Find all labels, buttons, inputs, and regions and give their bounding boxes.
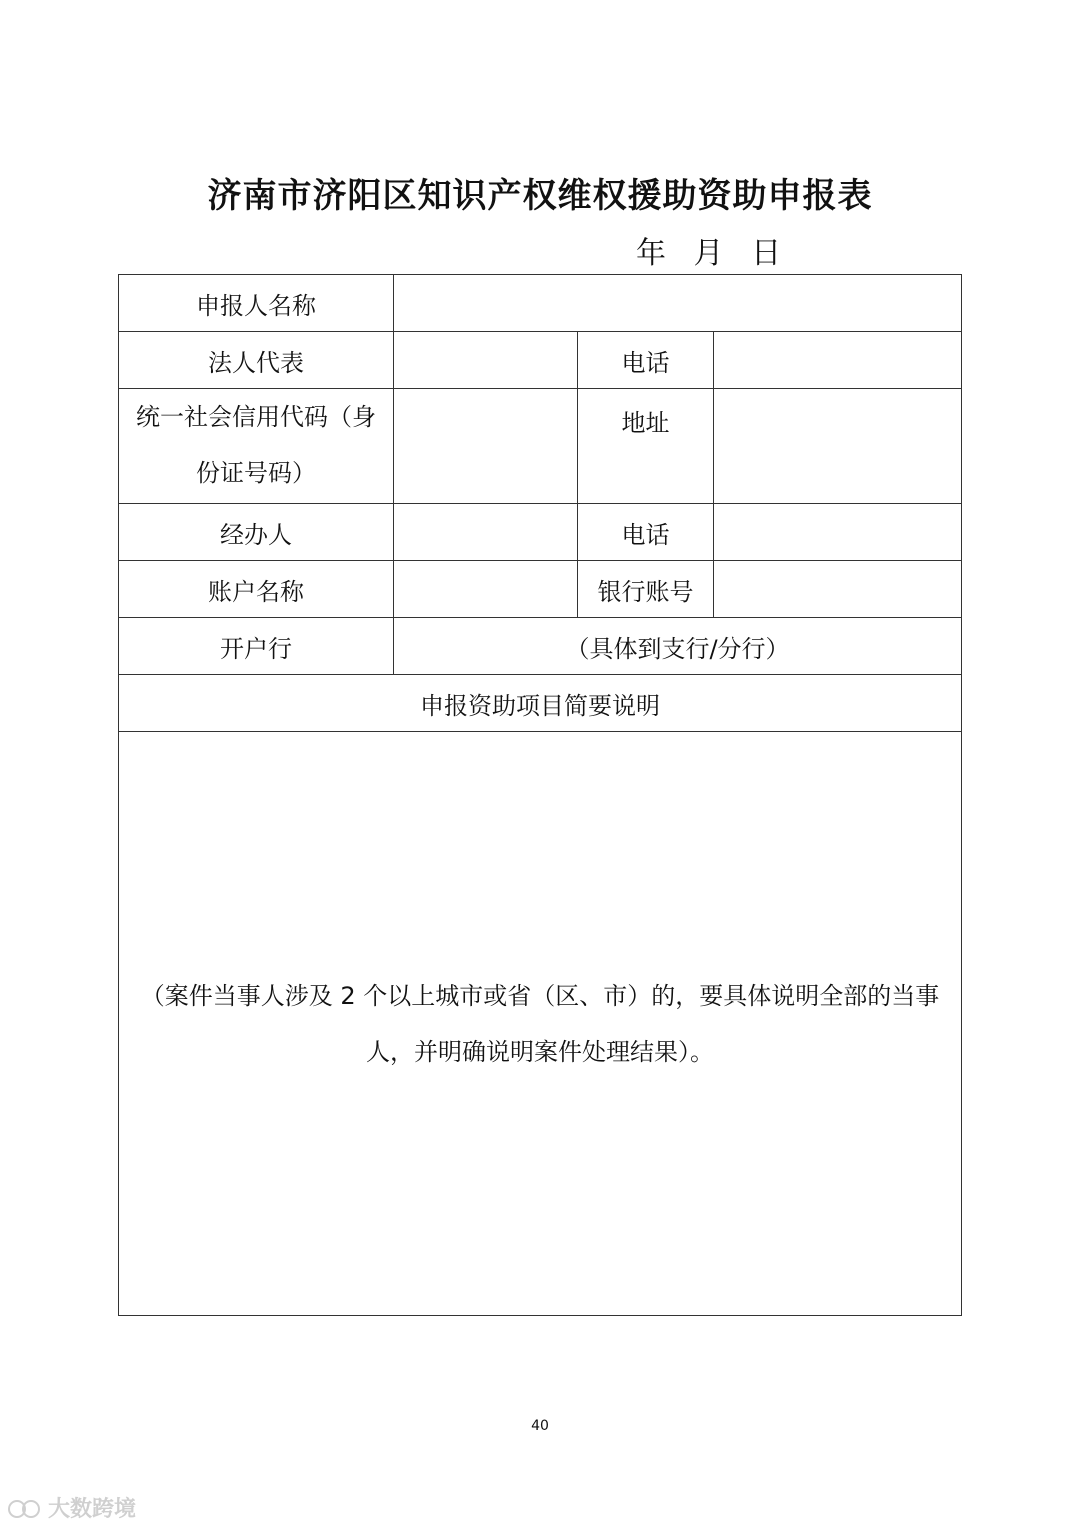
page-number: 40 (531, 1418, 549, 1434)
credit-code-label: 统一社会信用代码（身份证号码） (136, 403, 376, 487)
legal-rep-field[interactable] (394, 332, 578, 389)
handler-label: 经办人 (119, 504, 394, 561)
form-title: 济南市济阳区知识产权维权援助资助申报表 (207, 176, 873, 216)
watermark (8, 1492, 136, 1523)
date-line: 年 月 日 (636, 236, 784, 271)
row-legal-rep (119, 332, 962, 389)
watermark-logo-icon (8, 1497, 42, 1519)
row-account (119, 561, 962, 618)
account-name-field[interactable] (394, 561, 578, 618)
row-applicant-name (119, 275, 962, 332)
legal-rep-phone-field[interactable] (714, 332, 962, 389)
row-bank-branch (119, 618, 962, 675)
account-name-label: 账户名称 (119, 561, 394, 618)
row-credit-code (119, 389, 962, 504)
project-desc-field[interactable] (119, 732, 962, 1316)
project-desc-header: 申报资助项目简要说明 (119, 675, 962, 732)
bank-branch-field[interactable]: （具体到支行/分行） (394, 618, 962, 675)
row-project-desc (119, 732, 962, 1316)
bank-account-field[interactable] (714, 561, 962, 618)
handler-field[interactable] (394, 504, 578, 561)
project-desc-hint: （案件当事人涉及 2 个以上城市或省（区、市）的，要具体说明全部的当事人，并明确说明案件处理结果）。 (140, 981, 940, 1066)
applicant-name-field[interactable] (394, 275, 962, 332)
phone-label: 电话 (578, 332, 714, 389)
row-project-desc-header (119, 675, 962, 732)
handler-phone-label: 电话 (578, 504, 714, 561)
credit-code-field[interactable] (394, 389, 578, 504)
legal-rep-label: 法人代表 (119, 332, 394, 389)
bank-account-label: 银行账号 (578, 561, 714, 618)
applicant-name-label: 申报人名称 (119, 275, 394, 332)
address-label: 地址 (621, 409, 670, 437)
address-field[interactable] (714, 389, 962, 504)
watermark-text: 大数跨境 (48, 1497, 137, 1522)
handler-phone-field[interactable] (714, 504, 962, 561)
row-handler (119, 504, 962, 561)
bank-branch-label: 开户行 (119, 618, 394, 675)
application-form-table (118, 274, 962, 1316)
